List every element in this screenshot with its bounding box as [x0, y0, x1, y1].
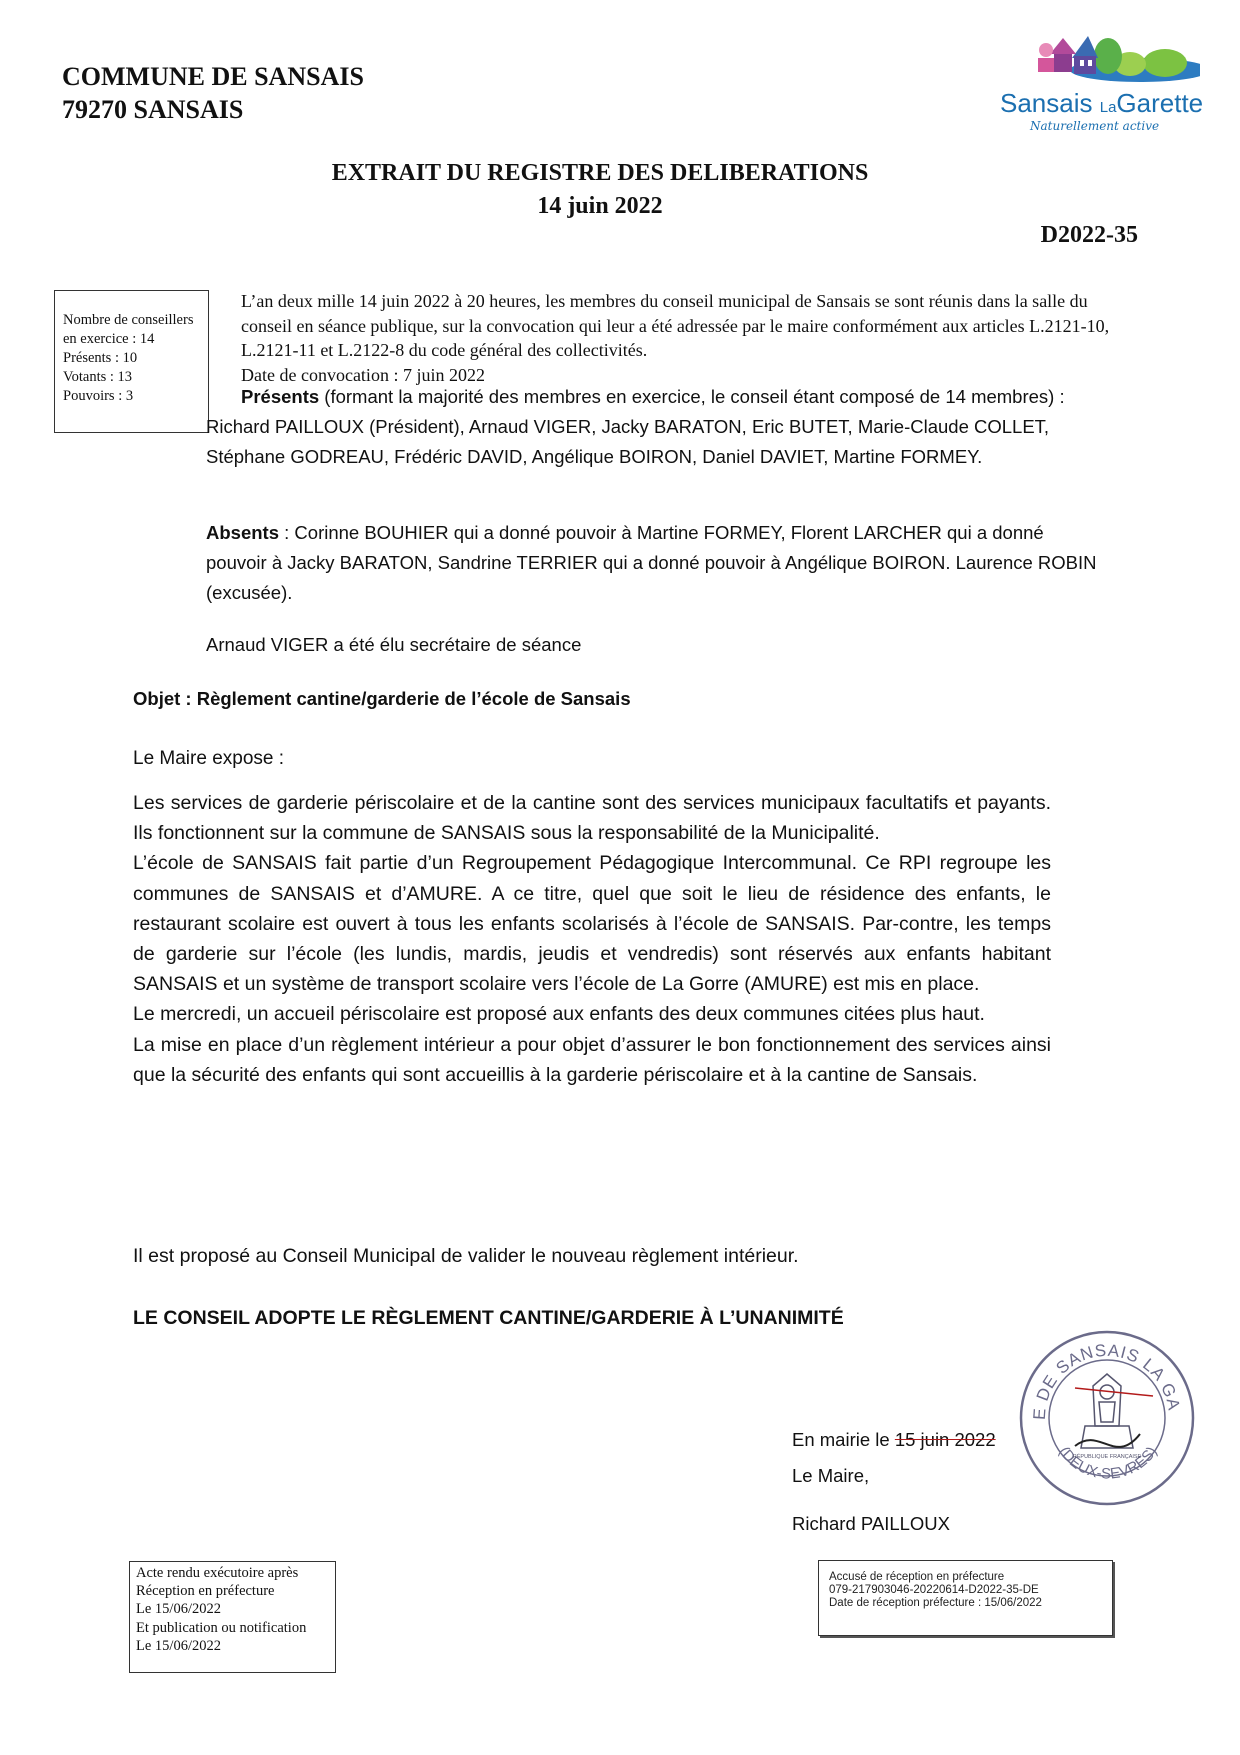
absents-text: : Corinne BOUHIER qui a donné pouvoir à Martine FORMEY, Florent LARCHER qui a donné pouvoir à Jacky BARATON, Sandrine TERRIER qui a donné pouvoir à Angélique BOIRON. Laurence ROBIN (excusée). — [206, 522, 1097, 603]
intro-text: L’an deux mille 14 juin 2022 à 20 heures, les membres du conseil municipal de Sansais se sont réunis dans la salle du conseil en séance publique, sur la convocation qui leur a été adressée par le maire conformément aux articles L.2121-10, L.2121-11 et L.2122-8 du code général des collectivités. — [241, 291, 1110, 360]
receipt-line: 079-217903046-20220614-D2022-35-DE — [829, 1584, 1039, 1596]
commune-header — [62, 60, 364, 126]
signature-date: 15 juin 2022 — [894, 1429, 996, 1450]
body-paragraph: Le mercredi, un accueil périscolaire est proposé aux enfants des deux communes citées plus haut. — [133, 1003, 985, 1026]
signature-role: Le Maire, — [792, 1465, 870, 1486]
count-line: Nombre de conseillers — [63, 312, 194, 328]
commune-name: COMMUNE DE SANSAIS — [62, 62, 364, 91]
count-line: Pouvoirs : 3 — [63, 388, 134, 404]
svg-text:RÉPUBLIQUE FRANÇAISE: RÉPUBLIQUE FRANÇAISE — [1072, 1454, 1142, 1460]
executoire-line: Le 15/06/2022 — [136, 1601, 221, 1618]
session-intro — [241, 289, 1121, 387]
executoire-line: Réception en préfecture — [136, 1583, 275, 1600]
absents-paragraph — [206, 518, 1106, 608]
convocation-date: Date de convocation : 7 juin 2022 — [241, 364, 485, 385]
decision-line: LE CONSEIL ADOPTE LE RÈGLEMENT CANTINE/GARDERIE À L’UNANIMITÉ — [133, 1307, 844, 1329]
title-date: 14 juin 2022 — [537, 193, 663, 219]
presents-text: (formant la majorité des membres en exercice, le conseil étant composé de 14 membres) : Richard PAILLOUX (Président), Arnaud VIGER, Jacky BARATON, Eric BUTET, Marie-Claude COLLET, Stéphane GODREAU, Frédéric DAVID, Angélique BOIRON, Daniel DAVIET, Martine FORMEY. — [206, 386, 1065, 467]
logo-wordmark: Sansais LaGarette — [1000, 88, 1204, 118]
prefecture-receipt-box — [818, 1560, 1113, 1636]
count-line: Présents : 10 — [63, 350, 138, 366]
title-main: EXTRAIT DU REGISTRE DES DELIBERATIONS — [331, 160, 869, 186]
executoire-line: Le 15/06/2022 — [136, 1637, 221, 1654]
signature-place-date: En mairie le 15 juin 2022 — [792, 1429, 996, 1450]
presents-paragraph — [206, 382, 1106, 472]
count-line: Votants : 13 — [63, 369, 133, 385]
body-paragraph: La mise en place d’un règlement intérieur a pour objet d’assurer le bon fonctionnement des services ainsi que la sécurité des enfants qui sont accueillis à la garderie périscolaire et à la cantine de Sansais. — [133, 1033, 1051, 1086]
body-paragraph: Les services de garderie périscolaire et de la cantine sont des services municipaux facultatifs et payants. Ils fonctionnent sur la commune de SANSAIS sous la responsabilité de la Municipalité. — [133, 792, 1051, 845]
commune-logo — [990, 28, 1204, 138]
svg-text:(DEUX-SEVRES): (DEUX-SEVRES) — [1055, 1443, 1161, 1483]
signature-name: Richard PAILLOUX — [792, 1513, 950, 1534]
receipt-line: Date de réception préfecture : 15/06/2022 — [829, 1597, 1042, 1609]
executoire-line: Et publication ou notification — [136, 1619, 307, 1636]
count-line: en exercice : 14 — [63, 331, 155, 347]
deliberation-reference: D2022-35 — [1040, 222, 1138, 248]
executoire-line: Acte rendu exécutoire après — [136, 1565, 299, 1581]
body-paragraph: L’école de SANSAIS fait partie d’un Regroupement Pédagogique Intercommunal. Ce RPI regroupe les communes de SANSAIS et d’AMURE. A ce titre, quel que soit le lieu de résidence des enfants, le restaurant scolaire est ouvert à tous les enfants scolarisés à l’école de SANSAIS. Par-contre, les temps de garderie sur l’école (les lundis, mardis, jeudis et vendredis) sont réservés aux enfants habitant SANSAIS et un système de transport scolaire vers l’école de La Gorre (AMURE) est mis en place. — [133, 852, 1051, 996]
councillors-count-box — [54, 290, 209, 433]
receipt-line: Accusé de réception en préfecture — [829, 1571, 1005, 1583]
document-title — [0, 157, 1200, 223]
mairie-seal-stamp — [1015, 1326, 1200, 1511]
logo-landscape-icon — [990, 28, 1200, 90]
subject-line: Objet : Règlement cantine/garderie de l’école de Sansais — [133, 688, 631, 709]
secretary-line: Arnaud VIGER a été élu secrétaire de séance — [206, 634, 582, 655]
absents-label: Absents — [206, 522, 279, 543]
presents-label: Présents — [241, 386, 320, 407]
seal-icon — [1015, 1326, 1200, 1511]
svg-text:MAIRIE DE SANSAIS LA GARETTE: E DE SANSAIS LA GA — [1029, 1340, 1184, 1421]
mayor-expose: Le Maire expose : — [133, 748, 285, 769]
executoire-box — [129, 1561, 336, 1673]
logo-tagline: Naturellement active — [1030, 119, 1160, 133]
signature-block — [792, 1422, 996, 1542]
deliberation-body — [133, 788, 1051, 1090]
commune-postal: 79270 SANSAIS — [62, 95, 244, 124]
proposal-line: Il est proposé au Conseil Municipal de valider le nouveau règlement intérieur. — [133, 1245, 799, 1267]
